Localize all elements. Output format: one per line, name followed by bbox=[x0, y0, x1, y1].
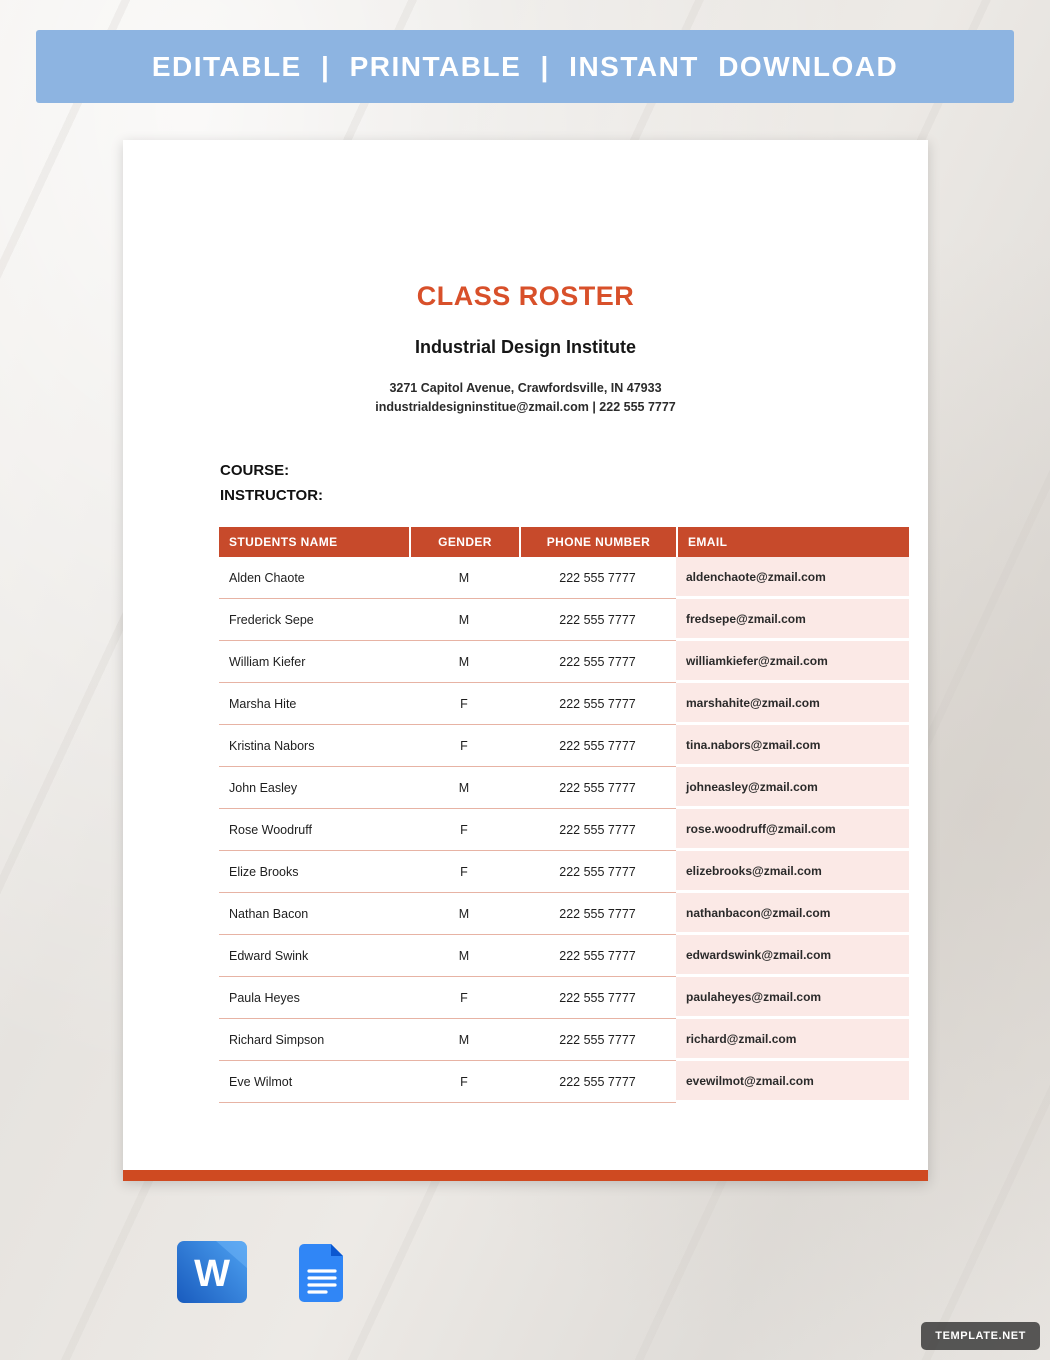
table-row bbox=[219, 599, 909, 641]
cell-gender: M bbox=[409, 935, 519, 977]
cell-gender: M bbox=[409, 599, 519, 641]
cell-email: marshahite@zmail.com bbox=[676, 683, 909, 725]
cell-gender: F bbox=[409, 809, 519, 851]
cell-phone: 222 555 7777 bbox=[519, 893, 676, 935]
cell-email: richard@zmail.com bbox=[676, 1019, 909, 1061]
cell-gender: M bbox=[409, 1019, 519, 1061]
table-row bbox=[219, 851, 909, 893]
cell-email: williamkiefer@zmail.com bbox=[676, 641, 909, 683]
cell-gender: M bbox=[409, 557, 519, 599]
table-row bbox=[219, 1061, 909, 1103]
header-students-name: STUDENTS NAME bbox=[219, 527, 409, 557]
header-email: EMAIL bbox=[676, 527, 909, 557]
cell-phone: 222 555 7777 bbox=[519, 725, 676, 767]
roster-table-head bbox=[219, 527, 909, 557]
cell-gender: M bbox=[409, 893, 519, 935]
cell-name: Paula Heyes bbox=[219, 977, 409, 1019]
table-row bbox=[219, 725, 909, 767]
google-docs-icon[interactable] bbox=[296, 1243, 348, 1308]
cell-phone: 222 555 7777 bbox=[519, 599, 676, 641]
table-row bbox=[219, 683, 909, 725]
course-instructor-block bbox=[220, 458, 323, 508]
table-row bbox=[219, 935, 909, 977]
cell-phone: 222 555 7777 bbox=[519, 1019, 676, 1061]
cell-phone: 222 555 7777 bbox=[519, 557, 676, 599]
cell-phone: 222 555 7777 bbox=[519, 683, 676, 725]
instructor-label: INSTRUCTOR: bbox=[220, 487, 324, 504]
file-format-icons bbox=[176, 1240, 348, 1309]
banner-text: EDITABLE | PRINTABLE | INSTANT DOWNLOAD bbox=[151, 50, 899, 82]
cell-name: Nathan Bacon bbox=[219, 893, 409, 935]
cell-gender: F bbox=[409, 1061, 519, 1103]
template-net-badge: TEMPLATE.NET bbox=[921, 1322, 1040, 1350]
institute-name: Industrial Design Institute bbox=[414, 337, 637, 357]
cell-phone: 222 555 7777 bbox=[519, 809, 676, 851]
cell-gender: F bbox=[409, 725, 519, 767]
cell-phone: 222 555 7777 bbox=[519, 977, 676, 1019]
table-row bbox=[219, 809, 909, 851]
cell-name: Kristina Nabors bbox=[219, 725, 409, 767]
cell-email: fredsepe@zmail.com bbox=[676, 599, 909, 641]
cell-email: paulaheyes@zmail.com bbox=[676, 977, 909, 1019]
cell-email: evewilmot@zmail.com bbox=[676, 1061, 909, 1103]
cell-name: Eve Wilmot bbox=[219, 1061, 409, 1103]
cell-phone: 222 555 7777 bbox=[519, 641, 676, 683]
roster-table-body bbox=[219, 557, 909, 1103]
cell-gender: F bbox=[409, 977, 519, 1019]
cell-phone: 222 555 7777 bbox=[519, 851, 676, 893]
cell-phone: 222 555 7777 bbox=[519, 1061, 676, 1103]
roster-table-wrap bbox=[219, 527, 836, 1103]
table-row bbox=[219, 641, 909, 683]
cell-name: John Easley bbox=[219, 767, 409, 809]
page-accent-bar bbox=[123, 1170, 928, 1181]
table-row bbox=[219, 1019, 909, 1061]
document-page bbox=[123, 140, 928, 1181]
cell-email: elizebrooks@zmail.com bbox=[676, 851, 909, 893]
institute-address: 3271 Capitol Avenue, Crawfordsville, IN 47933 bbox=[389, 381, 662, 395]
header-row bbox=[219, 527, 909, 557]
top-banner bbox=[36, 30, 1014, 103]
word-icon-letter: W bbox=[194, 1253, 230, 1295]
table-row bbox=[219, 977, 909, 1019]
cell-gender: M bbox=[409, 641, 519, 683]
cell-name: Marsha Hite bbox=[219, 683, 409, 725]
page-title: CLASS ROSTER bbox=[416, 281, 635, 311]
table-row bbox=[219, 767, 909, 809]
cell-phone: 222 555 7777 bbox=[519, 935, 676, 977]
cell-name: William Kiefer bbox=[219, 641, 409, 683]
header-phone-number: PHONE NUMBER bbox=[519, 527, 676, 557]
cell-email: nathanbacon@zmail.com bbox=[676, 893, 909, 935]
cell-name: Rose Woodruff bbox=[219, 809, 409, 851]
cell-name: Frederick Sepe bbox=[219, 599, 409, 641]
table-row bbox=[219, 557, 909, 599]
cell-email: johneasley@zmail.com bbox=[676, 767, 909, 809]
roster-table bbox=[219, 527, 909, 1103]
cell-phone: 222 555 7777 bbox=[519, 767, 676, 809]
cell-email: edwardswink@zmail.com bbox=[676, 935, 909, 977]
cell-gender: M bbox=[409, 767, 519, 809]
header-gender: GENDER bbox=[409, 527, 519, 557]
course-label: COURSE: bbox=[220, 462, 290, 479]
cell-name: Richard Simpson bbox=[219, 1019, 409, 1061]
cell-name: Elize Brooks bbox=[219, 851, 409, 893]
word-icon[interactable] bbox=[176, 1240, 248, 1309]
table-row bbox=[219, 893, 909, 935]
cell-email: aldenchaote@zmail.com bbox=[676, 557, 909, 599]
cell-name: Alden Chaote bbox=[219, 557, 409, 599]
cell-email: tina.nabors@zmail.com bbox=[676, 725, 909, 767]
cell-email: rose.woodruff@zmail.com bbox=[676, 809, 909, 851]
cell-gender: F bbox=[409, 683, 519, 725]
cell-gender: F bbox=[409, 851, 519, 893]
cell-name: Edward Swink bbox=[219, 935, 409, 977]
institute-contact: industrialdesigninstitue@zmail.com | 222 555 7777 bbox=[375, 400, 676, 414]
